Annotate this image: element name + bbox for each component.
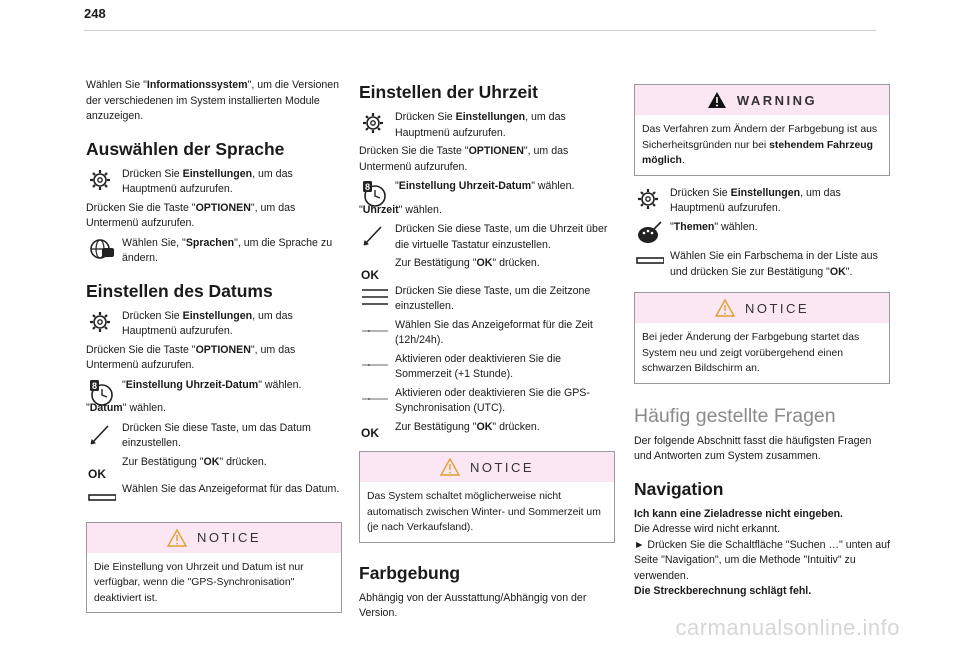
nav-question-2: Die Streckberechnung schlägt fehl. bbox=[634, 585, 812, 597]
step-color-scheme: Wählen Sie ein Farbschema in der Liste aus und drücken Sie zur Bestätigung "OK". bbox=[634, 249, 890, 280]
ok-icon: OK bbox=[361, 268, 379, 282]
warning-triangle-icon bbox=[707, 91, 727, 109]
svg-text:8: 8 bbox=[91, 380, 98, 391]
notice-box bbox=[86, 522, 342, 614]
language-icon bbox=[88, 237, 116, 261]
notice-body: Das System schaltet möglicherweise nicht automatisch zwischen Winter- und Sommerzeit um (je nach Verkaufsland). bbox=[367, 491, 601, 533]
list-menu-icon bbox=[361, 285, 389, 309]
step-settings: Drücken Sie Einstellungen, um das Hauptmenü aufzurufen. bbox=[359, 110, 615, 141]
step-edit-time: Drücken Sie diese Taste, um die Uhrzeit über die virtuelle Tastatur einzustellen. bbox=[359, 222, 615, 253]
step-12h24h: Wählen Sie das Anzeigeformat für die Zeit (12h/24h). bbox=[359, 318, 615, 349]
svg-text:8: 8 bbox=[364, 182, 371, 192]
nav-question-1: Ich kann eine Zieladresse nicht eingeben. bbox=[634, 507, 843, 520]
farbgebung-text: Abhängig von der Ausstattung/Abhängig von der Version. bbox=[359, 591, 587, 619]
step-themes: "Themen" wählen. bbox=[634, 220, 890, 236]
warning-box bbox=[634, 84, 890, 176]
pencil-icon bbox=[361, 223, 389, 247]
step-ok: OK Zur Bestätigung "OK" drücken. bbox=[361, 257, 540, 282]
watermark: carmanualsonline.info bbox=[675, 615, 900, 640]
page-number: 248 bbox=[84, 6, 106, 21]
settings-gear-icon bbox=[88, 310, 116, 334]
step-ok: OK Zur Bestätigung "OK" drücken. bbox=[88, 455, 267, 481]
notice-box bbox=[359, 451, 615, 543]
settings-gear-icon bbox=[361, 111, 389, 135]
ok-icon: OK bbox=[361, 425, 379, 440]
step-gps-sync: Aktivieren oder deaktivieren Sie die GPS-Synchronisation (UTC). bbox=[359, 386, 615, 417]
notice-header: NOTICE bbox=[635, 293, 889, 323]
warning-triangle-icon bbox=[715, 299, 735, 317]
notice-header: NOTICE bbox=[360, 452, 614, 482]
nav-answer-2: ► Drücken Sie die Schaltfläche "Suchen …" unten auf Seite "Navigation", um die Methode "Intuitiv" zu verwenden. bbox=[634, 538, 890, 582]
intro-text: Wählen Sie "Informationssystem", um die Versionen der verschiedenen im System installierten Module anzuzeigen. bbox=[86, 79, 340, 122]
step-settings: Drücken Sie Einstellungen, um das Hauptmenü aufzurufen. bbox=[634, 186, 890, 217]
heading-farbgebung: Farbgebung bbox=[359, 562, 461, 583]
step-summer-time: Aktivieren oder deaktivieren Sie die Sommerzeit (+1 Stunde). bbox=[359, 352, 615, 383]
heading-datum: Einstellen des Datums bbox=[86, 280, 273, 301]
toggle-line-icon bbox=[361, 387, 389, 411]
heading-sprache: Auswählen der Sprache bbox=[86, 138, 285, 159]
toggle-bar-icon bbox=[636, 250, 664, 274]
clock-8-icon bbox=[361, 180, 389, 208]
step-uhrzeit: "Uhrzeit" wählen. bbox=[359, 203, 442, 216]
faq-text: Der folgende Abschnitt fasst die häufigsten Fragen und Antworten zum System zusammen. bbox=[634, 434, 872, 462]
clock-8-icon bbox=[88, 379, 116, 407]
step-datetime: 8 "Einstellung Uhrzeit-Datum" wählen. bbox=[86, 378, 342, 394]
ok-icon: OK bbox=[88, 466, 106, 481]
pencil-icon bbox=[88, 422, 116, 446]
warning-triangle-icon bbox=[440, 458, 460, 476]
step-timezone: Drücken Sie diese Taste, um die Zeitzone einzustellen. bbox=[359, 284, 615, 315]
palette-icon bbox=[636, 221, 664, 245]
warning-body: Das Verfahren zum Ändern der Farbgebung ist aus Sicherheitsgründen nur bei stehendem Fahrzeug möglich. bbox=[642, 124, 878, 166]
step-datum: "Datum" wählen. bbox=[86, 402, 166, 414]
step-settings: Drücken Sie Einstellungen, um das Hauptmenü aufzurufen. bbox=[86, 167, 342, 198]
step-ok: OK Zur Bestätigung "OK" drücken. bbox=[361, 420, 540, 440]
notice-body: Die Einstellung von Uhrzeit und Datum ist nur verfügbar, wenn die "GPS-Synchronisation" deaktiviert ist. bbox=[94, 561, 304, 604]
settings-gear-icon bbox=[88, 168, 116, 192]
step-options: Drücken Sie die Taste "OPTIONEN", um das Untermenü aufzurufen. bbox=[86, 201, 296, 229]
notice-box bbox=[634, 292, 890, 384]
toggle-line-icon bbox=[361, 353, 389, 377]
heading-faq: Häufig gestellte Fragen bbox=[634, 404, 836, 427]
step-options: Drücken Sie die Taste "OPTIONEN", um das Untermenü aufzurufen. bbox=[86, 343, 296, 371]
step-language: Wählen Sie, "Sprachen", um die Sprache zu ändern. bbox=[86, 236, 342, 267]
heading-uhrzeit: Einstellen der Uhrzeit bbox=[359, 82, 538, 102]
step-datetime: 8 "Einstellung Uhrzeit-Datum" wählen. bbox=[359, 179, 615, 195]
notice-body: Bei jeder Änderung der Farbgebung startet das System neu und zeigt vorübergehend einen schwarzen Bildschirm an. bbox=[642, 332, 860, 374]
toggle-bar-icon bbox=[88, 483, 116, 507]
warning-header: WARNING bbox=[635, 85, 889, 115]
step-options: Drücken Sie die Taste "OPTIONEN", um das Untermenü aufzurufen. bbox=[359, 145, 569, 173]
heading-navigation: Navigation bbox=[634, 478, 724, 499]
column-1 bbox=[86, 78, 342, 623]
step-edit-date: Drücken Sie diese Taste, um das Datum einzustellen. bbox=[86, 421, 342, 452]
column-3 bbox=[634, 84, 890, 604]
header-rule bbox=[84, 30, 876, 31]
column-2 bbox=[359, 82, 615, 626]
step-settings: Drücken Sie Einstellungen, um das Hauptmenü aufzurufen. bbox=[86, 309, 342, 340]
warning-triangle-icon bbox=[167, 529, 187, 547]
settings-gear-icon bbox=[636, 187, 664, 211]
notice-header: NOTICE bbox=[87, 523, 341, 553]
step-format: Wählen Sie das Anzeigeformat für das Datum. bbox=[86, 482, 342, 498]
toggle-line-icon bbox=[361, 319, 389, 343]
nav-answer-1: Die Adresse wird nicht erkannt. bbox=[634, 523, 781, 535]
